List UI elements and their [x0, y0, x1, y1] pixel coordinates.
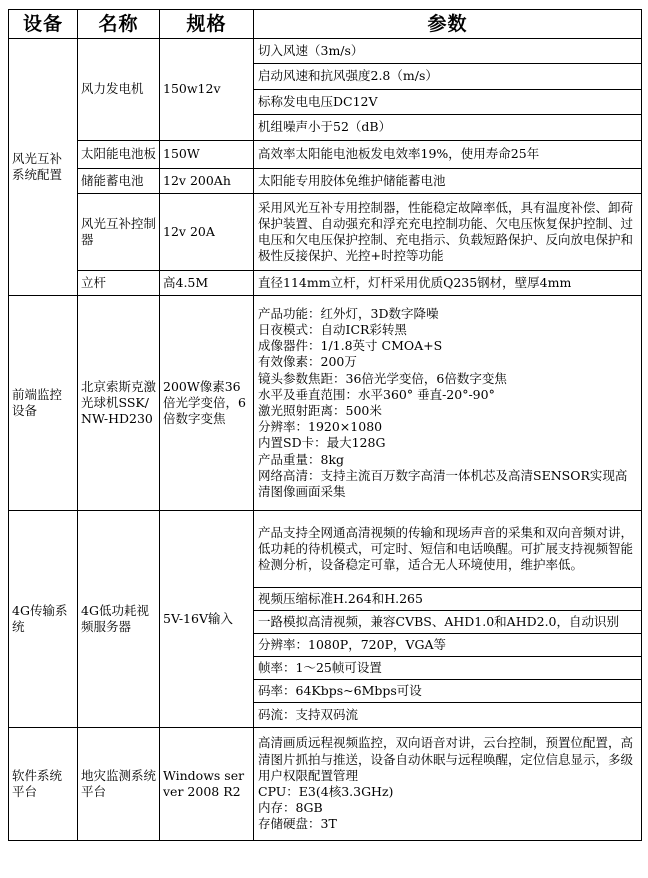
name-cell-platform: 地灾监测系统平台 [78, 728, 160, 841]
table-row [9, 511, 642, 588]
param-cell: 码流：支持双码流 [254, 703, 642, 728]
param-line: 存储硬盘：3T [258, 816, 337, 832]
param-cell: 直径114mm立杆，灯杆采用优质Q235钢材，壁厚4mm [254, 271, 642, 296]
table-row [9, 296, 642, 511]
param-cell: 启动风速和抗风强度2.8（m/s） [254, 64, 642, 90]
param-line: 内置SD卡：最大128G [258, 435, 386, 451]
name-cell-solar-panel: 太阳能电池板 [78, 141, 160, 169]
param-cell: 分辨率：1080P，720P，VGA等 [254, 634, 642, 657]
table-row [9, 169, 642, 194]
param-line: 水平及垂直范围：水平360° 垂直-20°-90° [258, 386, 495, 402]
device-cell-front-monitor: 前端监控设备 [9, 296, 78, 511]
table-row [9, 728, 642, 841]
table-row [9, 194, 642, 271]
param-cell: 高效率太阳能电池板发电效率19%，使用寿命25年 [254, 141, 642, 169]
name-cell-controller: 风光互补控制器 [78, 194, 160, 271]
param-line: 产品功能：红外灯，3D数字降噪 [258, 305, 439, 321]
name-cell-turbine: 风力发电机 [78, 39, 160, 141]
param-line: 高清画质远程视频监控，双向语音对讲，云台控制，预置位配置，高清图片抓拍与推送，设备自动休眠与远程唤醒，定位信息显示，多级用户权限配置管理 [258, 735, 634, 783]
param-line: 内存：8GB [258, 800, 323, 816]
param-cell: 标称发电电压DC12V [254, 90, 642, 115]
param-line: 网络高清：支持主流百万数字高清一体机芯及高清SENSOR实现高清图像画面采集 [258, 467, 628, 500]
spec-cell-camera: 200W像素36倍光学变倍，6倍数字变焦 [160, 296, 254, 511]
param-cell: 帧率：1～25帧可设置 [254, 657, 642, 680]
header-name: 名称 [78, 10, 160, 39]
param-cell: 采用风光互补专用控制器，性能稳定故障率低，具有温度补偿、卸荷保护装置、自动强充和浮充充电控制功能、欠电压恢复保护控制、过电压和欠电压保护控制、充电指示、负载短路保护、反向放电保护和极性反接保护、光控+时控等功能 [254, 194, 642, 271]
param-line: 成像器件：1/1.8英寸 CMOA+S [258, 338, 443, 354]
table-row [9, 39, 642, 64]
name-cell-pole: 立杆 [78, 271, 160, 296]
param-line: 分辨率：1920×1080 [258, 419, 383, 435]
equipment-spec-table [8, 9, 642, 841]
header-row [9, 10, 642, 39]
header-params: 参数 [254, 10, 642, 39]
header-spec: 规格 [160, 10, 254, 39]
param-line: 有效像素：200万 [258, 354, 357, 370]
param-cell: 视频压缩标准H.264和H.265 [254, 588, 642, 611]
param-cell: 太阳能专用胶体免维护储能蓄电池 [254, 169, 642, 194]
device-cell-wind-solar: 风光互补系统配置 [9, 39, 78, 296]
param-cell: 一路模拟高清视频，兼容CVBS、AHD1.0和AHD2.0，自动识别 [254, 611, 642, 634]
spec-cell-platform: Windows server 2008 R2 [160, 728, 254, 841]
spec-cell-pole: 高4.5M [160, 271, 254, 296]
param-line: 产品重量：8kg [258, 451, 345, 467]
param-line: 镜头参数焦距：36倍光学变倍，6倍数字变焦 [258, 370, 507, 386]
spec-cell-battery: 12v 200Ah [160, 169, 254, 194]
table-row [9, 271, 642, 296]
spec-cell-video-server: 5V-16V输入 [160, 511, 254, 728]
param-cell: 切入风速（3m/s） [254, 39, 642, 64]
table-row [9, 141, 642, 169]
name-cell-video-server: 4G低功耗视频服务器 [78, 511, 160, 728]
device-cell-transmission: 4G传输系统 [9, 511, 78, 728]
param-line: 日夜模式：自动ICR彩转黑 [258, 321, 407, 337]
param-cell-camera [254, 296, 642, 511]
param-cell: 机组噪声小于52（dB） [254, 115, 642, 141]
param-cell: 码率：64Kbps~6Mbps可设 [254, 680, 642, 703]
spec-cell-solar-panel: 150W [160, 141, 254, 169]
param-cell-platform [254, 728, 642, 841]
param-line: CPU：E3(4核3.3GHz) [258, 784, 394, 799]
param-line: 激光照射距离：500米 [258, 403, 382, 418]
name-cell-camera: 北京索斯克激光球机SSK/NW-HD230 [78, 296, 160, 511]
header-device: 设备 [9, 10, 78, 39]
spec-cell-turbine: 150w12v [160, 39, 254, 141]
name-cell-battery: 储能蓄电池 [78, 169, 160, 194]
device-cell-software: 软件系统平台 [9, 728, 78, 841]
spec-cell-controller: 12v 20A [160, 194, 254, 271]
param-cell: 产品支持全网通高清视频的传输和现场声音的采集和双向音频对讲，低功耗的待机模式，可定时、短信和电话唤醒。可扩展支持视频智能检测分析，设备稳定可靠，适合无人环境使用，维护率低。 [254, 511, 642, 588]
